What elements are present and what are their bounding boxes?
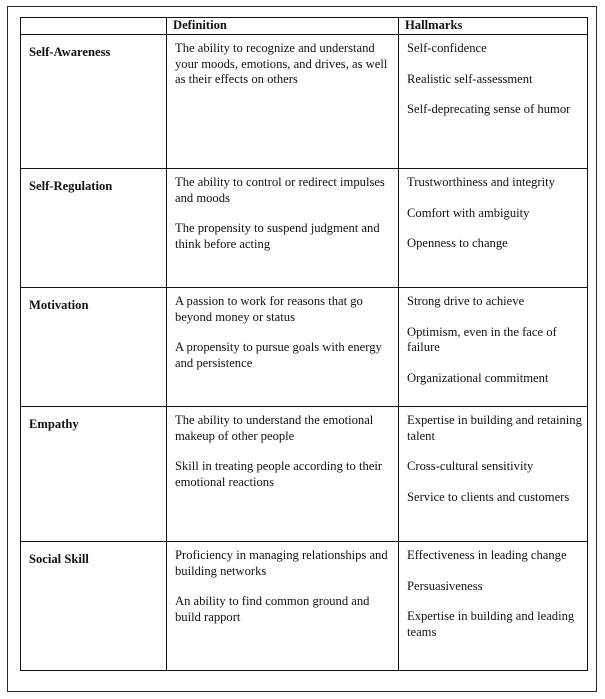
hallmark-item: Organizational commitment: [407, 370, 549, 385]
hallmark-item: Expertise in building and retaining talent: [407, 413, 582, 443]
table-row: [21, 407, 588, 542]
definition-item: Proficiency in managing relationships and building networks: [175, 548, 388, 578]
hallmark-item: Trustworthiness and integrity: [407, 175, 555, 189]
hallmark-item: Openness to change: [407, 236, 508, 251]
definition-item: The ability to understand the emotional makeup of other people: [175, 413, 374, 443]
category-cell: Social Skill: [21, 542, 167, 671]
definition-item: Skill in treating people according to their emotional reactions: [175, 459, 383, 489]
definition-item: The ability to control or redirect impulses and moods: [175, 175, 385, 205]
definition-cell: [167, 288, 399, 407]
definition-cell: [167, 169, 399, 288]
hallmarks-cell: [399, 35, 588, 169]
definition-item: An ability to find common ground and build rapport: [175, 594, 370, 624]
table-row: [21, 169, 588, 288]
hallmark-item: Effectiveness in leading change: [407, 548, 567, 562]
definition-item: The propensity to suspend judgment and think before acting: [175, 221, 380, 251]
definition-item: The ability to recognize and understand your moods, emotions, and drives, as well as their effects on others: [175, 41, 388, 87]
table-row: [21, 542, 588, 671]
hallmark-item: Cross-cultural sensitivity: [407, 459, 534, 474]
hallmark-item: Self-deprecating sense of humor: [407, 102, 571, 117]
definition-item: A passion to work for reasons that go beyond money or status: [175, 294, 363, 324]
definition-cell: [167, 407, 399, 542]
hallmark-item: Realistic self-assessment: [407, 71, 533, 86]
hallmark-item: Expertise in building and leading teams: [407, 609, 575, 639]
header-hallmarks: Hallmarks: [399, 18, 588, 35]
header-row: [21, 18, 588, 35]
document-frame: [7, 6, 597, 692]
hallmark-item: Service to clients and customers: [407, 489, 570, 504]
hallmark-item: Persuasiveness: [407, 578, 483, 593]
hallmark-item: Self-confidence: [407, 41, 487, 55]
hallmarks-cell: [399, 169, 588, 288]
hallmark-item: Optimism, even in the face of failure: [407, 324, 557, 355]
hallmarks-cell: [399, 407, 588, 542]
definition-cell: [167, 542, 399, 671]
header-category: [21, 18, 167, 35]
category-cell: Self-Awareness: [21, 35, 167, 169]
category-cell: Self-Regulation: [21, 169, 167, 288]
table-row: [21, 288, 588, 407]
category-cell: Empathy: [21, 407, 167, 542]
hallmark-item: Comfort with ambiguity: [407, 205, 530, 220]
hallmarks-cell: [399, 542, 588, 671]
hallmarks-cell: [399, 288, 588, 407]
definition-item: A propensity to pursue goals with energy and persistence: [175, 340, 382, 370]
header-definition: Definition: [167, 18, 399, 35]
category-cell: Motivation: [21, 288, 167, 407]
emotional-intelligence-table: [20, 17, 588, 671]
hallmark-item: Strong drive to achieve: [407, 294, 525, 308]
table-row: [21, 35, 588, 169]
definition-cell: [167, 35, 399, 169]
